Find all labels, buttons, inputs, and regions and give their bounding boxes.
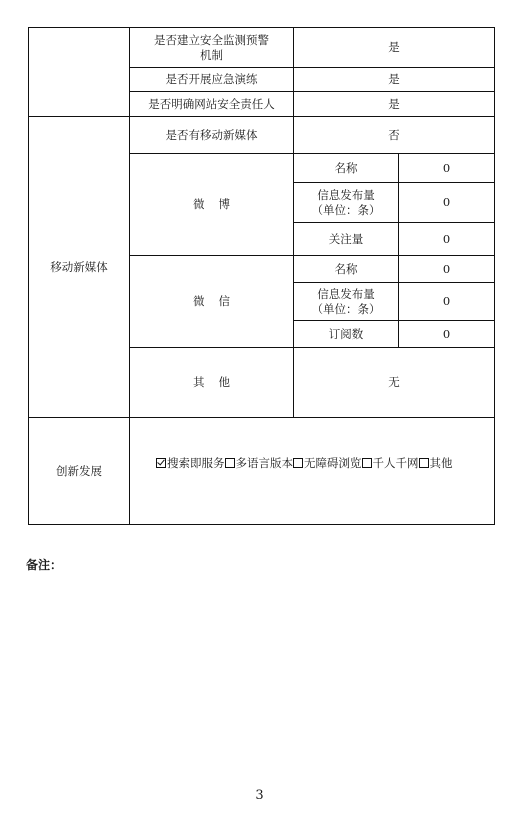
weibo-follow-value: 0 (442, 231, 451, 246)
weixin-name-label: 名称 (334, 261, 358, 276)
weibo-posts-value: 0 (442, 195, 451, 209)
emergency-drill-label: 是否开展应急演练 (165, 72, 258, 86)
weixin-subs-value: 0 (442, 326, 451, 341)
weibo-name-label: 名称 (334, 160, 358, 175)
other-media-value: 无 (388, 375, 400, 389)
innovation-option-accessibility[interactable]: 无障碍浏览 (293, 456, 362, 470)
has-mobile-media-value: 否 (388, 127, 400, 142)
weibo-name-value: 0 (442, 160, 451, 175)
notes-label: 备注： (26, 558, 63, 572)
mobile-media-section-label: 移动新媒体 (50, 259, 108, 274)
innovation-option-search-service[interactable]: 搜索即服务 (156, 456, 225, 470)
security-owner-label: 是否明确网站安全责任人 (148, 96, 275, 111)
weixin-name-value: 0 (442, 261, 451, 276)
weixin-label: 微信 (193, 294, 244, 308)
checkbox-icon[interactable] (419, 458, 429, 468)
weibo-label: 微博 (193, 197, 244, 211)
innovation-option-personalized[interactable]: 千人千网 (362, 456, 419, 470)
innovation-option-other[interactable]: 其他 (419, 456, 453, 470)
weibo-follow-label: 关注量 (328, 231, 364, 246)
innovation-label: 创新发展 (56, 463, 102, 478)
security-monitoring-value: 是 (388, 40, 400, 54)
weixin-posts-label: 信息发布量 （单位：条） (311, 286, 381, 316)
checkbox-icon[interactable] (225, 458, 235, 468)
other-media-label: 其他 (193, 375, 244, 389)
innovation-option-multilingual[interactable]: 多语言版本 (225, 456, 294, 470)
checkbox-icon[interactable] (293, 458, 303, 468)
has-mobile-media-label: 是否有移动新媒体 (165, 127, 258, 142)
security-owner-value: 是 (388, 96, 400, 111)
weixin-subs-label: 订阅数 (328, 326, 364, 341)
innovation-options (156, 455, 453, 471)
emergency-drill-value: 是 (388, 72, 400, 86)
weixin-posts-value: 0 (442, 294, 451, 308)
page-number: 3 (255, 788, 264, 803)
weibo-posts-label: 信息发布量 （单位：条） (311, 187, 381, 217)
checkbox-icon[interactable] (362, 458, 372, 468)
checkbox-checked-icon[interactable] (156, 458, 166, 468)
security-monitoring-label: 是否建立安全监测预警 机制 (154, 32, 269, 62)
